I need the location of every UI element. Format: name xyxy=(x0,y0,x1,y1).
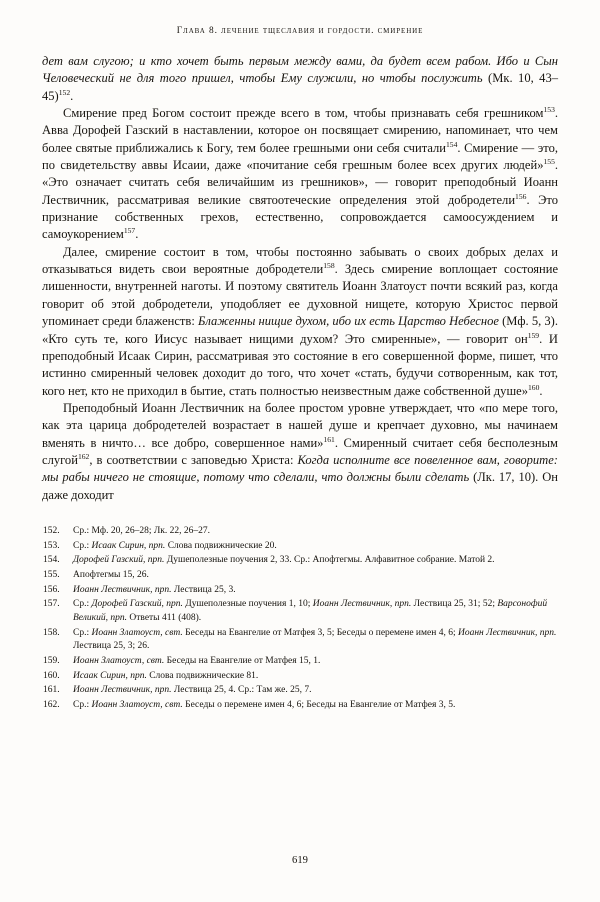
text-segment: . «Это означает считать себя величайшим из грешников», — говорит преподобный Иоанн Лествичник, рассматривая великие святоотеческие определения этой добродетели xyxy=(42,158,558,207)
text-segment: (Лк. 17, 10). Он даже доходит xyxy=(42,470,558,502)
footnote-marker: 162 xyxy=(77,451,90,461)
footnote-text xyxy=(73,569,558,583)
footnote-marker: 154 xyxy=(446,139,458,149)
footnote-marker: 160 xyxy=(527,382,540,392)
footnote-author: Исаак Сирин, прп. xyxy=(91,540,166,551)
footnote-number: 152. xyxy=(43,525,60,536)
footnote-number: 154. xyxy=(43,555,60,566)
inline-scripture-quote: Блаженны нищие духом, ибо их есть Царство Небесное xyxy=(198,314,499,329)
footnote-text xyxy=(73,670,558,684)
footnote-marker: 158 xyxy=(323,260,335,270)
footnote-number: 158. xyxy=(43,627,60,638)
footnote-citation: Лествица 25, 4. Ср.: Там же. 25, 7. xyxy=(171,685,312,696)
running-header: Глава 8. лечение тщеславия и гордости. смирение xyxy=(176,26,424,36)
footnote-entry xyxy=(42,670,558,684)
footnote-number: 156. xyxy=(43,584,60,595)
paragraph-scripture-continuation xyxy=(42,53,558,105)
text-segment: . Это признание собственных грехов, естественно, сопровождается самоосуждением и самоукорением xyxy=(42,192,558,242)
footnote-entry xyxy=(42,699,558,713)
text-segment: , в соответствии с заповедью Христа: xyxy=(89,452,298,467)
inline-scripture-quote: Когда исполните все повеленное вам, говорите: мы рабы ничего не стоящие, потому что сделали, что должны были сделать xyxy=(42,452,558,485)
footnote-citation: Беседы о перемене имен 4, 6; Беседы на Евангелие от Матфея 3, 5. xyxy=(182,700,456,710)
footnote-citation: Лествица 25, 3. xyxy=(171,584,236,595)
scripture-tail: . xyxy=(70,88,74,103)
footnote-entry xyxy=(42,525,558,539)
footnote-marker: 161 xyxy=(323,434,335,444)
footnote-author: Дорофей Газский, прп. xyxy=(73,555,165,566)
footnote-number: 155. xyxy=(43,570,60,580)
footnote-text xyxy=(73,655,558,669)
footnote-marker: 153 xyxy=(543,104,555,114)
footnote-citation: Ср.: Мф. 20, 26–28; Лк. 22, 26–27. xyxy=(73,525,211,536)
footnotes-section xyxy=(42,525,558,713)
body-text xyxy=(42,53,558,504)
footnote-author: Иоанн Златоуст, свт. xyxy=(91,700,183,710)
footnote-marker: 157 xyxy=(123,226,136,236)
footnote-citation: Лествица 25, 31; 52; xyxy=(411,599,498,610)
footnote-author: Иоанн Златоуст, свт. xyxy=(73,655,165,666)
footnote-author: Иоанн Лествичник, прп. xyxy=(457,627,557,638)
footnote-author: Иоанн Лествичник, прп. xyxy=(312,599,412,610)
footnote-number: 153. xyxy=(43,540,60,551)
footnote-number: 157. xyxy=(43,599,60,610)
paragraph-useless-servant xyxy=(42,400,558,504)
footnote-number: 161. xyxy=(43,685,60,696)
footnote-citation: Ср.: xyxy=(73,627,92,638)
footnote-citation: Ср.: xyxy=(73,599,92,610)
footnote-author: Варсонофий Великий, прп. xyxy=(73,599,548,623)
text-segment: . Смиренный считает себя бесполезным слугой xyxy=(42,435,558,467)
footnote-text xyxy=(73,699,558,713)
scripture-reference: (Мк. 10, 43–45) xyxy=(42,71,558,103)
footnote-author: Иоанн Лествичник, прп. xyxy=(73,584,172,595)
footnote-citation: Душеполезные поучения 1, 10; xyxy=(182,599,313,610)
footnote-citation: Ср.: xyxy=(73,540,92,551)
footnote-text xyxy=(73,627,558,654)
footnote-entry xyxy=(42,684,558,698)
footnote-author: Иоанн Златоуст, свт. xyxy=(91,627,183,638)
footnote-text xyxy=(73,525,558,539)
scripture-text: дет вам слугою; и кто хочет быть первым между вами, да будет всем рабом. Ибо и Сын Человеческий не для того пришел, чтобы Ему служили, но чтобы послужить xyxy=(42,54,558,86)
footnote-number: 159. xyxy=(43,655,60,666)
footnote-author: Дорофей Газский, прп. xyxy=(91,599,183,610)
text-segment: . Здесь смирение воплощает состояние лишенности, внутренней наготы. И поэтому святитель Иоанн Златоуст почти всякий раз, когда говорит об этой добродетели, уподобляет ее духовной нищете, которую Христос первой упоминает среди блаженств: xyxy=(42,262,559,329)
text-segment: . xyxy=(135,227,139,242)
footnote-marker: 159 xyxy=(527,330,540,340)
footnote-entry xyxy=(42,569,558,583)
footnote-citation: Ср.: xyxy=(73,700,92,710)
footnote-citation: Ответы 411 (408). xyxy=(127,612,202,623)
text-segment: Преподобный Иоанн Лествичник на более простом уровне утверждает, что «по мере того, как эта царица добродетелей возрастает в нашей душе и крепчает духовно, мы начинаем вменять в ничто… все добро, совершенное нами» xyxy=(42,400,558,450)
footnote-entry xyxy=(42,554,558,568)
footnote-author: Иоанн Лествичник, прп. xyxy=(73,685,172,696)
paragraph-forgetting-good-deeds xyxy=(42,244,558,400)
footnote-text xyxy=(73,684,558,698)
text-segment: . xyxy=(539,383,543,398)
footnote-citation: Слова подвижнические 81. xyxy=(146,670,259,681)
footnote-marker: 152 xyxy=(58,87,71,97)
footnote-number: 160. xyxy=(43,670,60,681)
footnote-entry xyxy=(42,540,558,554)
text-segment: (Мф. 5, 3). «Кто суть те, кого Иисус называет нищими духом? Это смиренные», — говорит он xyxy=(42,314,559,346)
footnote-text xyxy=(73,554,558,568)
footnote-citation: Слова подвижнические 20. xyxy=(165,540,277,551)
footnote-entry xyxy=(42,627,558,654)
text-segment: . Авва Дорофей Газский в наставлении, которое он посвящает смирению, напоминает, что чем более святые приближались к Богу, тем более грешными они себя считали xyxy=(42,106,558,155)
paragraph-humility-before-god xyxy=(42,105,558,244)
text-segment: . Смирение — это, по свидетельству аввы Исаии, даже «почитание себя грешным более всех других людей» xyxy=(42,140,558,173)
footnote-text xyxy=(73,584,558,598)
footnote-marker: 156 xyxy=(515,191,527,201)
footnote-entry xyxy=(42,655,558,669)
page-content xyxy=(42,26,558,714)
page-number: 619 xyxy=(292,855,308,866)
text-segment: . И преподобный Исаак Сирин, рассматривая это состояние в его совершенной форме, пишет, что истинно смиренный человек доходит до того, что хочет «стать, будучи сотворенным, как тот, кого нет, кто не приходил в бытие, стать полностью неизвестным даже собственной душе» xyxy=(42,331,558,398)
footnote-citation: Душеполезные поучения 2, 33. Ср.: Апофтегмы. Алфавитное собрание. Матой 2. xyxy=(164,555,495,566)
footnote-author: Исаак Сирин, прп. xyxy=(73,670,147,681)
page-folio xyxy=(0,855,600,866)
footnote-marker: 155 xyxy=(543,156,555,166)
text-segment: Далее, смирение состоит в том, чтобы постоянно забывать о своих добрых делах и отказываться видеть свои вероятные добродетели xyxy=(42,244,558,277)
footnote-number: 162. xyxy=(43,700,60,710)
footnote-entry xyxy=(42,598,558,625)
footnote-text xyxy=(73,540,558,554)
text-segment: Смирение пред Богом состоит прежде всего в том, чтобы признавать себя грешником xyxy=(63,106,544,121)
footnote-citation: Лествица 25, 3; 26. xyxy=(73,641,150,652)
footnote-citation: Беседы на Евангелие от Матфея 3, 5; Беседы о перемене имен 4, 6; xyxy=(182,627,458,638)
footnote-citation: Беседы на Евангелие от Матфея 15, 1. xyxy=(164,655,321,666)
footnote-entry xyxy=(42,584,558,598)
footnote-text xyxy=(73,598,558,625)
footnote-citation: Апофтегмы 15, 26. xyxy=(73,570,149,580)
